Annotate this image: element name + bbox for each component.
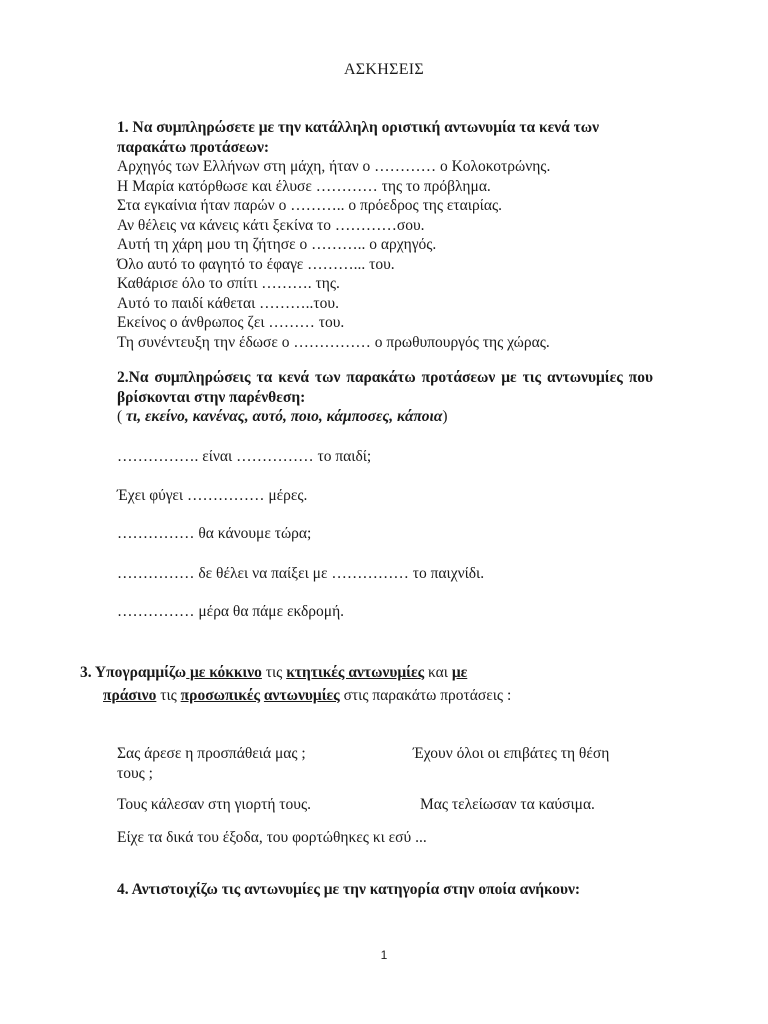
page-title: ΑΣΚΗΣΕΙΣ [343, 61, 425, 78]
paren-open: ( [117, 408, 123, 425]
green-underline-text: με [451, 664, 468, 681]
exercise-line: Η Μαρία κατόρθωσε και έλυσε ………… της το πρόβλημα. [117, 177, 491, 195]
sentence: τους ; [117, 765, 153, 782]
exercise-1-heading: 1. Να συμπληρώσετε με την κατάλληλη οριστική αντωνυμία τα κενά των παρακάτω προτάσεων: [117, 119, 600, 156]
heading-part: τις [156, 687, 181, 704]
sentence-row [117, 745, 677, 763]
exercise-4-heading: 4. Αντιστοιχίζω τις αντωνυμίες με την κατηγορία στην οποία ανήκουν: [117, 881, 581, 898]
sentence: Μας τελείωσαν τα καύσιμα. [420, 796, 595, 813]
exercise-line: Τη συνέντευξη την έδωσε ο …………… ο πρωθυπουργός της χώρας. [117, 333, 550, 351]
sentence: Έχουν όλοι οι επιβάτες τη θέση [413, 745, 610, 762]
sentence: Είχε τα δικά του έξοδα, του φορτώθηκες κι εσύ ... [117, 829, 427, 846]
exercise-line: Αυτή τη χάρη μου τη ζήτησε ο ……….. ο αρχηγός. [117, 236, 437, 253]
exercise-line: Αρχηγός των Ελλήνων στη μάχη, ήταν ο ………… ο Κολοκοτρώνης. [117, 158, 551, 175]
sentence-row [117, 796, 677, 814]
exercise-1 [117, 118, 657, 352]
heading-part: 3. Υπογραμμίζω [80, 664, 187, 681]
exercise-line: Αυτό το παιδί κάθεται ………..του. [117, 294, 339, 312]
sentence: Σας άρεσε η προσπάθειά μας ; [117, 745, 306, 762]
exercise-line: Καθάρισε όλο το σπίτι ………. της. [117, 275, 340, 292]
exercise-2-heading: 2.Να συμπληρώσεις τα κενά των παρακάτω προτάσεων με τις αντωνυμίες που βρίσκονται στην παρένθεση: [117, 369, 653, 406]
heading-part: τις [261, 664, 287, 681]
paren-close: ) [442, 408, 448, 425]
exercise-line: Όλο αυτό το φαγητό το έφαγε ………... του. [117, 255, 395, 273]
exercise-line: Έχει φύγει …………… μέρες. [117, 487, 308, 504]
pronoun-options: τι, εκείνο, κανένας, αυτό, ποιο, κάμποσες, κάποια [122, 408, 443, 425]
exercise-line: …………… δε θέλει να παίξει με …………… το παιχνίδι. [117, 565, 485, 582]
exercise-line: …………… μέρα θα πάμε εκδρομή. [117, 603, 345, 620]
green-underline-text: πράσινο [103, 687, 157, 704]
exercise-2-options [117, 407, 653, 427]
sentence-row [117, 765, 677, 783]
exercise-2 [117, 368, 653, 427]
sentence-row [117, 829, 677, 847]
possessive-pronouns-label: κτητικές αντωνυμίες [286, 664, 425, 681]
exercise-line: Εκείνος ο άνθρωπος ζει ……… του. [117, 314, 345, 331]
exercise-line: Αν θέλεις να κάνεις κάτι ξεκίνα το …………σου. [117, 216, 425, 234]
page-number: 1 [380, 948, 388, 962]
heading-part: στις παρακάτω προτάσεις : [339, 687, 512, 704]
exercise-line: ……………. είναι …………… το παιδί; [117, 448, 372, 465]
heading-part: και [424, 664, 452, 681]
personal-pronouns-label: προσωπικές [180, 687, 261, 704]
exercise-3-heading [80, 661, 680, 707]
red-underline-text: με κόκκινο [186, 664, 262, 681]
exercise-line: …………… θα κάνουμε τώρα; [117, 525, 312, 542]
sentence: Τους κάλεσαν στη γιορτή τους. [117, 796, 311, 813]
pronouns-label: αντωνυμίες [263, 687, 340, 704]
exercise-line: Στα εγκαίνια ήταν παρών ο ……….. ο πρόεδρος της εταιρίας. [117, 197, 502, 214]
